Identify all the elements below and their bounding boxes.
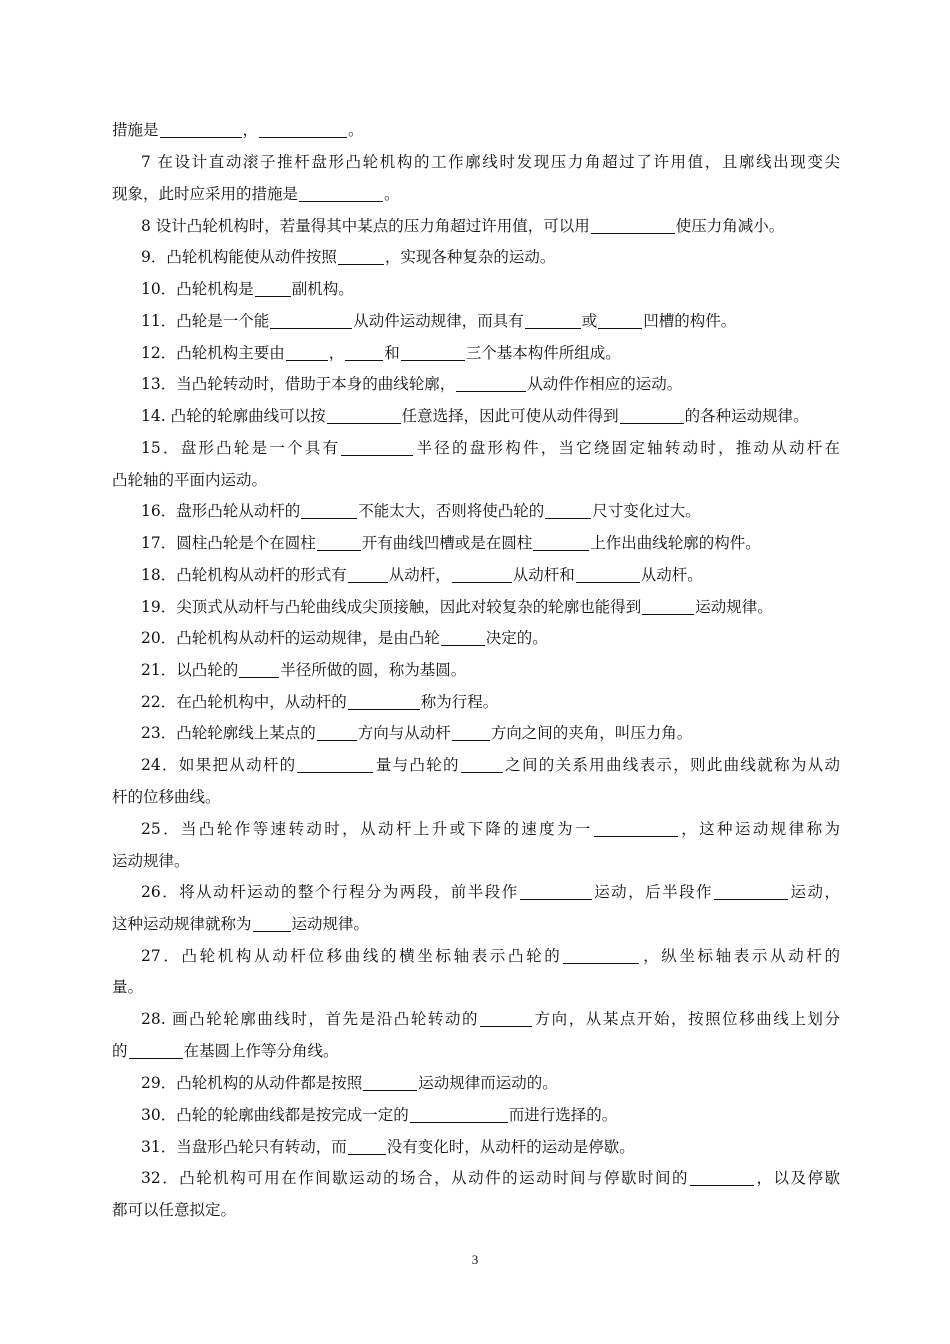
line-text: 20．凸轮机构从动杆的运动规律，是由凸轮 (141, 629, 440, 647)
answer-blank[interactable] (363, 1074, 417, 1091)
line-text: 方向之间的夹角，叫压力角。 (490, 724, 693, 742)
text-line (112, 184, 840, 204)
line-text: 量与凸轮的 (374, 756, 460, 774)
answer-blank[interactable] (410, 1106, 508, 1123)
answer-blank[interactable] (576, 566, 640, 583)
text-line (141, 628, 840, 648)
line-text: 运动规律而运动的。 (418, 1074, 558, 1092)
text-line (141, 755, 840, 775)
answer-blank[interactable] (338, 248, 384, 265)
line-text: 21．以凸轮的 (141, 661, 239, 679)
line-text: ，以及停歇 (755, 1169, 840, 1187)
answer-blank[interactable] (591, 217, 675, 234)
answer-blank[interactable] (297, 756, 373, 773)
line-text: 这种运动规律就称为 (112, 915, 252, 933)
line-text: 从动杆， (388, 566, 451, 584)
line-text: 杆的位移曲线。 (112, 788, 221, 806)
line-text: ，纵坐标轴表示从动杆的 (640, 947, 840, 965)
answer-blank[interactable] (270, 312, 352, 329)
text-line (141, 311, 840, 331)
answer-blank[interactable] (129, 1042, 183, 1059)
text-line (112, 470, 840, 490)
answer-blank[interactable] (255, 280, 291, 297)
line-text: ， (242, 121, 259, 139)
text-line (112, 977, 840, 997)
line-text: 13．当凸轮转动时，借助于本身的曲线轮廓， (141, 375, 456, 393)
answer-blank[interactable] (690, 1169, 754, 1186)
answer-blank[interactable] (461, 756, 503, 773)
line-text: 半径的盘形构件，当它绕固定轴转动时，推动从动杆在 (414, 439, 840, 457)
answer-blank[interactable] (327, 407, 401, 424)
text-line (112, 1200, 840, 1220)
answer-blank[interactable] (160, 121, 242, 138)
text-line (141, 343, 840, 363)
line-text: 尺寸变化过大。 (592, 502, 701, 520)
line-text: 决定的。 (485, 629, 548, 647)
line-text: 称为行程。 (420, 693, 499, 711)
text-line (141, 1105, 840, 1125)
answer-blank[interactable] (714, 883, 788, 900)
line-text: ，这种运动规律称为 (678, 820, 840, 838)
text-line (141, 660, 840, 680)
answer-blank[interactable] (401, 344, 465, 361)
line-text: 三个基本构件所组成。 (465, 344, 621, 362)
answer-blank[interactable] (598, 312, 642, 329)
line-text: 11．凸轮是一个能 (141, 312, 270, 330)
line-text: 23．凸轮轮廓线上某点的 (141, 724, 316, 742)
line-text: 副机构。 (291, 280, 354, 298)
line-text: 10．凸轮机构是 (141, 280, 254, 298)
line-text: 上作出曲线轮廓的构件。 (590, 534, 761, 552)
text-line (141, 279, 840, 299)
answer-blank[interactable] (525, 312, 581, 329)
line-text: ，实现各种复杂的运动。 (384, 248, 556, 266)
answer-blank[interactable] (239, 661, 279, 678)
text-line (112, 914, 840, 934)
answer-blank[interactable] (348, 693, 420, 710)
line-text: 方向，从某点开始，按照位移曲线上划分 (533, 1010, 840, 1028)
line-text: 15．盘形凸轮是一个具有 (141, 439, 341, 457)
line-text: 不能太大，否则将使凸轮的 (358, 502, 545, 520)
line-text: 28. 画凸轮轮廓曲线时，首先是沿凸轮转动的 (141, 1010, 480, 1028)
answer-blank[interactable] (441, 629, 485, 646)
line-text: 19．尖顶式从动杆与凸轮曲线成尖顶接触，因此对较复杂的轮廓也能得到 (141, 598, 642, 616)
text-line (141, 501, 840, 521)
line-text: 运动， (789, 883, 840, 901)
line-text: 没有变化时，从动杆的运动是停歇。 (386, 1138, 635, 1156)
text-line (141, 597, 840, 617)
line-text: 量。 (112, 978, 144, 996)
answer-blank[interactable] (452, 566, 512, 583)
text-line (141, 374, 840, 394)
line-text: 9．凸轮机构能使从动件按照 (141, 248, 337, 266)
line-text: 方向与从动杆 (357, 724, 451, 742)
line-text: 开有曲线凹槽或是在圆柱 (361, 534, 533, 552)
text-line (141, 1009, 840, 1029)
line-text: 都可以任意拟定。 (112, 1201, 237, 1219)
line-text: 27．凸轮机构从动杆位移曲线的横坐标轴表示凸轮的 (141, 947, 563, 965)
answer-blank[interactable] (480, 1010, 532, 1027)
answer-blank[interactable] (299, 185, 383, 202)
line-text: 的各种运动规律。 (684, 407, 809, 425)
answer-blank[interactable] (317, 724, 357, 741)
line-text: 24．如果把从动杆的 (141, 756, 297, 774)
text-line (141, 946, 840, 966)
line-text: 从动杆。 (640, 566, 703, 584)
answer-blank[interactable] (563, 947, 639, 964)
text-line (141, 1168, 840, 1188)
line-text: 凹槽的构件。 (643, 312, 737, 330)
answer-blank[interactable] (341, 439, 413, 456)
text-line (141, 692, 840, 712)
text-line (141, 533, 840, 553)
line-text: 31．当盘形凸轮只有转动，而 (141, 1138, 347, 1156)
line-text: 措施是 (112, 121, 159, 139)
text-line (141, 1137, 840, 1157)
answer-blank[interactable] (253, 915, 291, 932)
line-text: 的 (112, 1042, 128, 1060)
line-text: 29．凸轮机构的从动件都是按照 (141, 1074, 363, 1092)
line-text: 在基圆上作等分角线。 (183, 1042, 339, 1060)
text-line (112, 120, 840, 140)
line-text: 16．盘形凸轮从动杆的 (141, 502, 301, 520)
line-text: 从动杆和 (512, 566, 575, 584)
line-text: 。 (348, 121, 364, 139)
text-line (141, 406, 840, 426)
answer-blank[interactable] (620, 407, 684, 424)
line-text: 14. 凸轮的轮廓曲线可以按 (141, 407, 326, 425)
answer-blank[interactable] (348, 1138, 386, 1155)
line-text: 现象，此时应采用的措施是 (112, 185, 299, 203)
text-line (141, 565, 840, 585)
answer-blank[interactable] (545, 502, 591, 519)
line-text: 25．当凸轮作等速转动时，从动杆上升或下降的速度为一 (141, 820, 593, 838)
line-text: 运动规律。 (695, 598, 773, 616)
text-line (141, 152, 840, 172)
text-line (141, 723, 840, 743)
line-text: 任意选择，因此可使从动件得到 (401, 407, 619, 425)
line-text: 凸轮轴的平面内运动。 (112, 471, 268, 489)
answer-blank[interactable] (348, 566, 388, 583)
line-text: 半径所做的圆，称为基圆。 (280, 661, 467, 679)
line-text: 。 (384, 185, 400, 203)
text-line (112, 1041, 840, 1061)
answer-blank[interactable] (533, 534, 589, 551)
line-text: 运动，后半段作 (592, 883, 714, 901)
text-line (141, 216, 840, 236)
answer-blank[interactable] (286, 344, 328, 361)
line-text: 32．凸轮机构可用在作间歇运动的场合，从动件的运动时间与停歇时间的 (141, 1169, 690, 1187)
answer-blank[interactable] (317, 534, 361, 551)
line-text: ， (328, 344, 345, 362)
line-text: 运动规律。 (291, 915, 370, 933)
answer-blank[interactable] (452, 724, 490, 741)
line-text: 使压力角减小。 (675, 217, 785, 235)
line-text: 而进行选择的。 (508, 1106, 618, 1124)
line-text: 17．圆柱凸轮是个在圆柱 (141, 534, 316, 552)
answer-blank[interactable] (642, 598, 694, 615)
line-text: 或 (581, 312, 598, 330)
text-line (141, 247, 840, 267)
line-text: 从动件作相应的运动。 (527, 375, 683, 393)
answer-blank[interactable] (259, 121, 347, 138)
line-text: 运动规律。 (112, 852, 190, 870)
line-text: 从动件运动规律，而具有 (353, 312, 524, 330)
line-text: 7 在设计直动滚子推杆盘形凸轮机构的工作廓线时发现压力角超过了许用值，且廓线出现变尖 (141, 153, 840, 171)
answer-blank[interactable] (456, 375, 526, 392)
line-text: 22．在凸轮机构中，从动杆的 (141, 693, 347, 711)
text-line (141, 1073, 840, 1093)
text-line (141, 882, 840, 902)
text-line (141, 438, 840, 458)
line-text: 和 (384, 344, 400, 362)
line-text: 18．凸轮机构从动杆的形式有 (141, 566, 347, 584)
text-line (112, 787, 840, 807)
line-text: 之间的关系用曲线表示，则此曲线就称为从动 (503, 756, 840, 774)
line-text: 26．将从动杆运动的整个行程分为两段，前半段作 (141, 883, 519, 901)
text-line (141, 819, 840, 839)
text-line (112, 851, 840, 871)
answer-blank[interactable] (520, 883, 592, 900)
line-text: 12．凸轮机构主要由 (141, 344, 285, 362)
answer-blank[interactable] (301, 502, 357, 519)
line-text: 30．凸轮的轮廓曲线都是按完成一定的 (141, 1106, 409, 1124)
answer-blank[interactable] (345, 344, 383, 361)
answer-blank[interactable] (594, 820, 678, 837)
line-text: 8 设计凸轮机构时，若量得其中某点的压力角超过许用值，可以用 (141, 217, 590, 235)
page-number: 3 (471, 1252, 479, 1267)
